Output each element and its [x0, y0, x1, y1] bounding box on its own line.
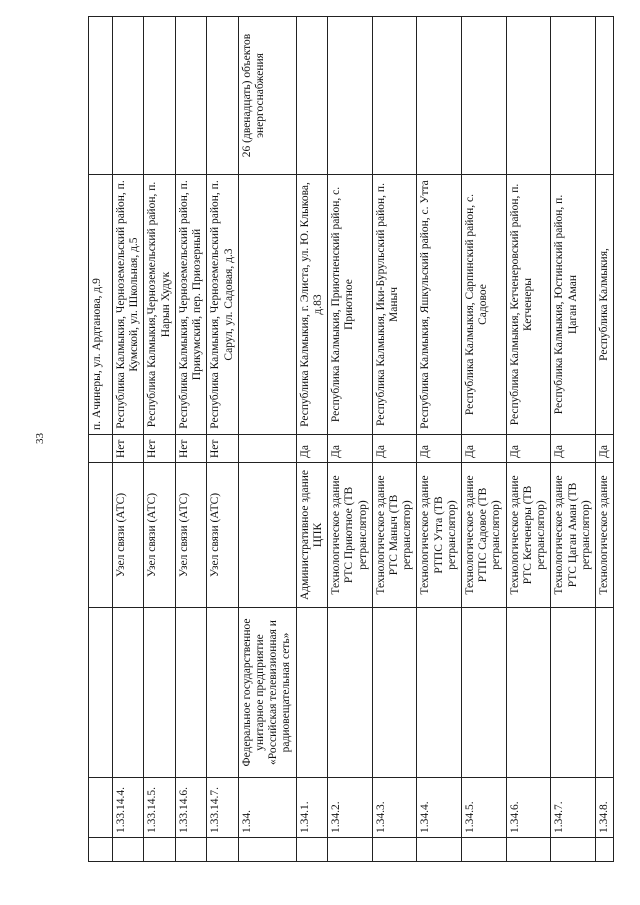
empty-cell: [596, 838, 614, 862]
count-cell: [417, 17, 462, 175]
empty-cell: [207, 838, 238, 862]
empty-cell: [506, 838, 551, 862]
org-cell: [328, 608, 373, 778]
object-cell: Узел связи (АТС): [113, 463, 144, 608]
flag-cell: Да: [417, 435, 462, 463]
address-cell: Республика Калмыкия, Ики-Бурульский район, п. Маныч: [372, 175, 417, 435]
row-number: 1.34.6.: [506, 778, 551, 838]
empty-cell: [296, 838, 327, 862]
row-number: 1.33.14.5.: [144, 778, 175, 838]
object-cell: [238, 463, 296, 608]
address-cell: Республика Калмыкия, Яшкульский район, с. Утта: [417, 175, 462, 435]
org-cell: Федеральное государственное унитарное предприятие «Российская телевизионная и радиовещательная сеть»: [238, 608, 296, 778]
flag-cell: Нет: [207, 435, 238, 463]
count-cell: [296, 17, 327, 175]
org-cell: [506, 608, 551, 778]
address-cell: Республика Калмыкия, Приютненский район, с. Приютное: [328, 175, 373, 435]
flag-cell: Нет: [175, 435, 206, 463]
count-cell: [328, 17, 373, 175]
org-cell: [175, 608, 206, 778]
object-cell: Технологическое здание РТПС Садовое (ТВ ретранслятор): [462, 463, 507, 608]
empty-cell: [238, 838, 296, 862]
object-cell: Технологическое здание РТС Маныч (ТВ ретранслятор): [372, 463, 417, 608]
row-number: 1.33.14.6.: [175, 778, 206, 838]
objects-table: [88, 16, 614, 862]
flag-cell: Да: [462, 435, 507, 463]
address-cell: Республика Калмыкия, Сарпинский район, с. Садовое: [462, 175, 507, 435]
row-number: 1.33.14.7.: [207, 778, 238, 838]
flag-cell: Да: [506, 435, 551, 463]
object-cell: Узел связи (АТС): [207, 463, 238, 608]
count-cell: [175, 17, 206, 175]
object-cell: Технологическое здание РТС Приютное (ТВ ретранслятор): [328, 463, 373, 608]
row-number: 1.34.8.: [596, 778, 614, 838]
empty-cell: [89, 778, 113, 838]
empty-cell: [372, 838, 417, 862]
empty-cell: [175, 838, 206, 862]
empty-cell: [89, 17, 113, 175]
table-row: [417, 17, 462, 862]
empty-cell: [113, 838, 144, 862]
empty-cell: [89, 838, 113, 862]
address-cell: п. Ачинеры, ул. Ардтанова, д.9: [89, 175, 113, 435]
empty-cell: [328, 838, 373, 862]
table-row: [506, 17, 551, 862]
address-cell: Республика Калмыкия, Черноземельский район, п. Сарул, ул. Садовая, д.3: [207, 175, 238, 435]
object-cell: Технологическое здание РТПС Утта (ТВ ретранслятор): [417, 463, 462, 608]
org-cell: [372, 608, 417, 778]
page-number: 33: [34, 433, 46, 444]
flag-cell: Нет: [113, 435, 144, 463]
org-cell: [596, 608, 614, 778]
flag-cell: Да: [596, 435, 614, 463]
object-cell: Узел связи (АТС): [144, 463, 175, 608]
object-cell: Технологическое здание РТС Цаган Аман (ТВ ретранслятор): [551, 463, 596, 608]
empty-cell: [551, 838, 596, 862]
flag-cell: Да: [328, 435, 373, 463]
flag-cell: Да: [296, 435, 327, 463]
flag-cell: Да: [372, 435, 417, 463]
empty-cell: [462, 838, 507, 862]
count-cell: [113, 17, 144, 175]
table-row: [296, 17, 327, 862]
address-cell: [238, 175, 296, 435]
table-row: [207, 17, 238, 862]
count-cell: [372, 17, 417, 175]
address-cell: Республика Калмыкия, Черноземельский район, п. Прикумский, пер. Приозерный: [175, 175, 206, 435]
empty-cell: [144, 838, 175, 862]
table-row: [551, 17, 596, 862]
address-cell: Республика Калмыкия, Кетченеровский район, п. Кетченеры: [506, 175, 551, 435]
flag-cell: [238, 435, 296, 463]
count-cell: [506, 17, 551, 175]
address-cell: Республика Калмыкия, Черноземельский район, п. Кумской, ул. Школьная, д.5: [113, 175, 144, 435]
address-cell: Республика Калмыкия, г. Элиста, ул. Ю. Клыкова, д.83: [296, 175, 327, 435]
empty-cell: [89, 463, 113, 608]
row-number: 1.34.1.: [296, 778, 327, 838]
row-number: 1.34.3.: [372, 778, 417, 838]
address-cell: Республика Калмыкия,: [596, 175, 614, 435]
table-row: [144, 17, 175, 862]
empty-cell: [417, 838, 462, 862]
org-cell: [417, 608, 462, 778]
row-number: 1.34.: [238, 778, 296, 838]
rotated-table-container: [88, 17, 610, 862]
object-cell: Технологическое здание РТС Кетченеры (ТВ ретранслятор): [506, 463, 551, 608]
empty-cell: [89, 608, 113, 778]
empty-cell: [89, 435, 113, 463]
table-row: [462, 17, 507, 862]
table-row: [596, 17, 614, 862]
row-number: 1.34.2.: [328, 778, 373, 838]
org-cell: [113, 608, 144, 778]
org-cell: [144, 608, 175, 778]
row-number: 1.34.4.: [417, 778, 462, 838]
count-cell: [551, 17, 596, 175]
org-cell: [551, 608, 596, 778]
org-cell: [207, 608, 238, 778]
table-row: [89, 17, 113, 862]
table-row: [372, 17, 417, 862]
row-number: 1.33.14.4.: [113, 778, 144, 838]
org-cell: [462, 608, 507, 778]
object-cell: Узел связи (АТС): [175, 463, 206, 608]
object-cell: Административное здание ЦПК: [296, 463, 327, 608]
table-row: [113, 17, 144, 862]
table-row: [238, 17, 296, 862]
object-cell: Технологическое здание: [596, 463, 614, 608]
count-cell: [144, 17, 175, 175]
count-cell: [462, 17, 507, 175]
row-number: 1.34.7.: [551, 778, 596, 838]
flag-cell: Нет: [144, 435, 175, 463]
table-row: [328, 17, 373, 862]
count-cell: [596, 17, 614, 175]
count-cell: [207, 17, 238, 175]
row-number: 1.34.5.: [462, 778, 507, 838]
address-cell: Республика Калмыкия, Юстинский район, п. Цаган Аман: [551, 175, 596, 435]
org-cell: [296, 608, 327, 778]
table-row: [175, 17, 206, 862]
address-cell: Республика Калмыкия,Черноземельский район, п. Нарын Худук: [144, 175, 175, 435]
flag-cell: Да: [551, 435, 596, 463]
count-cell: 26 (двенадцать) объектов энергоснабжения: [238, 17, 296, 175]
